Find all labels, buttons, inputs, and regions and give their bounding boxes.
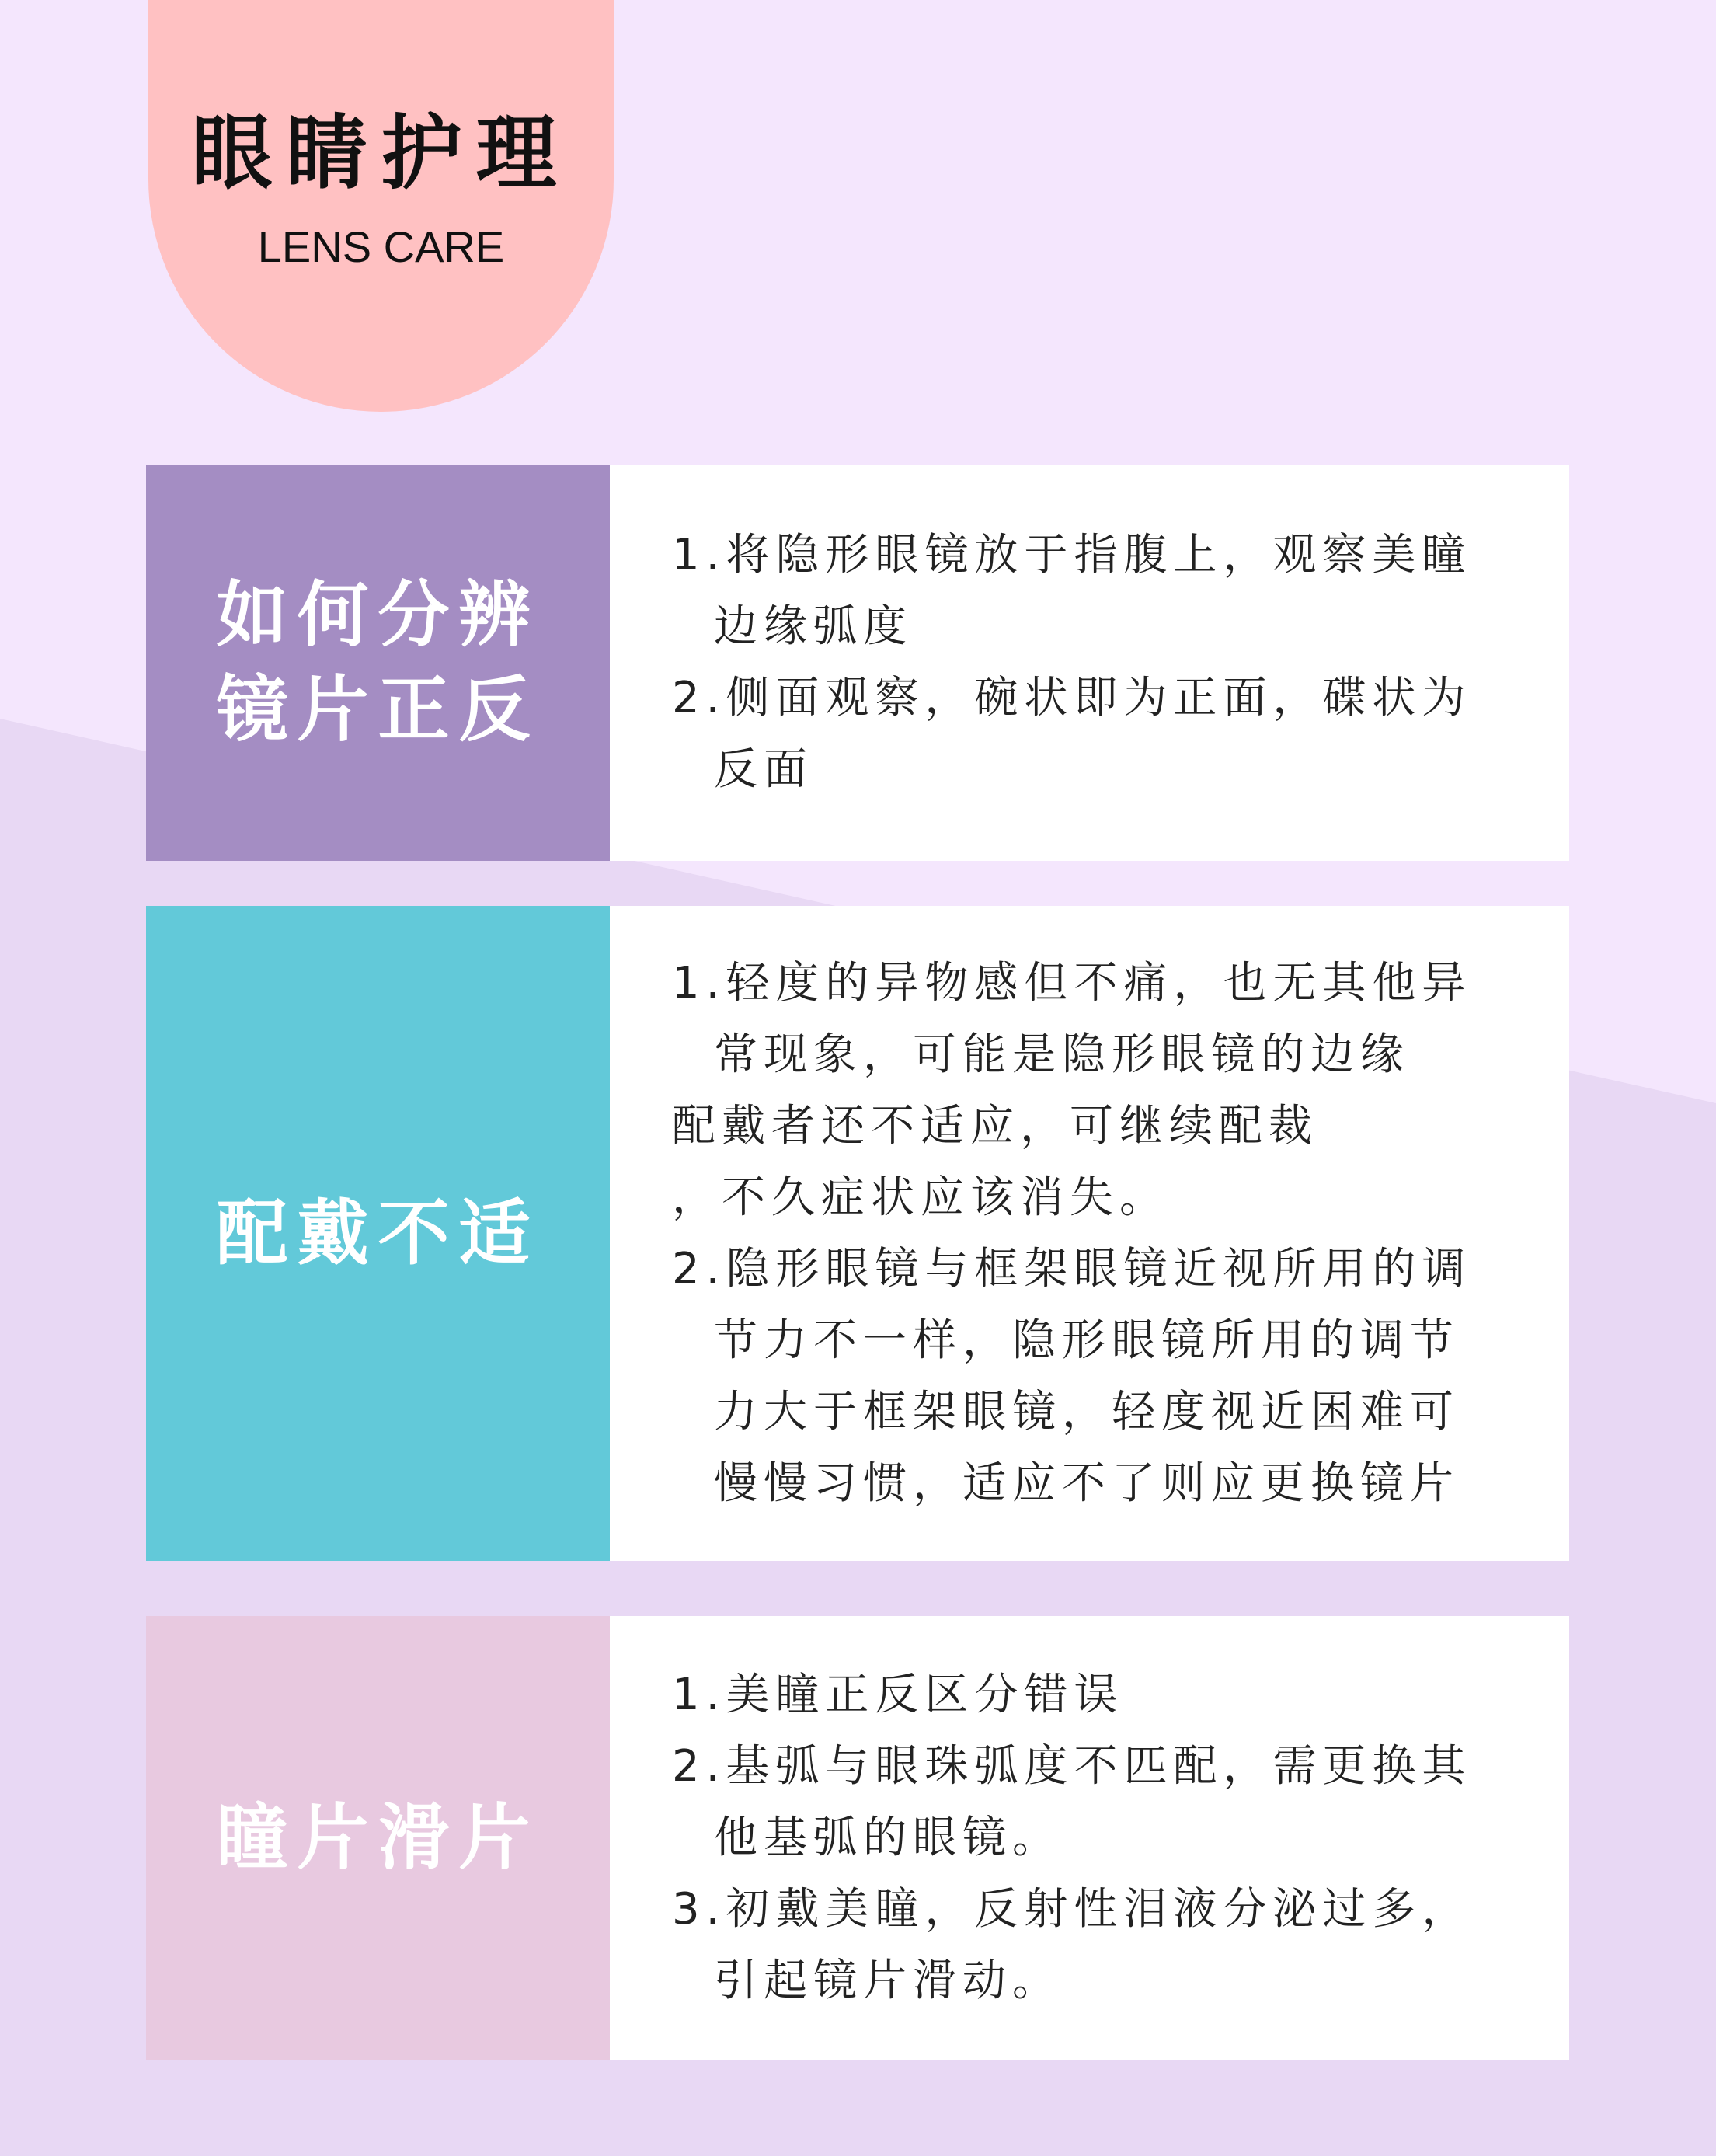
card-line: 常现象，可能是隐形眼镜的边缘 [714, 1029, 1410, 1080]
card-line: 节力不一样，隐形眼镜所用的调节 [714, 1315, 1460, 1366]
card-line: 引起镜片滑动。 [714, 1956, 1062, 2006]
card-line: 1.美瞳正反区分错误 [672, 1670, 1124, 1720]
card-line: 力大于框架眼镜，轻度视近困难可 [714, 1386, 1460, 1437]
card-label-panel [146, 465, 610, 861]
card-line: ，不久症状应该消失。 [672, 1172, 1169, 1223]
card-line: 边缘弧度 [714, 601, 913, 652]
card-body [610, 1616, 1569, 2060]
card-line: 1.将隐形眼镜放于指腹上，观察美瞳 [672, 530, 1472, 580]
card-line: 2.隐形眼镜与框架眼镜近视所用的调 [672, 1243, 1472, 1294]
card-line: 2.基弧与眼珠弧度不匹配，需更换其 [672, 1741, 1472, 1792]
card-label: 瞳片滑片 [216, 1796, 540, 1879]
card-line: 1.轻度的异物感但不痛，也无其他异 [672, 957, 1472, 1008]
card-line: 他基弧的眼镜。 [714, 1813, 1062, 1863]
card-body [610, 906, 1569, 1561]
card-body [610, 465, 1569, 861]
card-identify-lens-side [146, 465, 1569, 861]
card-line: 反面 [714, 744, 813, 795]
page-title: 眼睛护理 [191, 106, 571, 200]
card-label: 配戴不适 [216, 1191, 540, 1275]
card-label: 如何分辨 镜片正反 [216, 573, 540, 751]
page-subtitle: LENS CARE [257, 222, 505, 271]
card-line: 2.侧面观察，碗状即为正面，碟状为 [672, 673, 1472, 723]
card-wearing-discomfort [146, 906, 1569, 1561]
card-line: 慢慢习惯，适应不了则应更换镜片 [714, 1458, 1460, 1509]
card-label-panel [146, 906, 610, 1561]
card-line: 配戴者还不适应，可继续配裁 [672, 1100, 1318, 1151]
card-label-panel [146, 1616, 610, 2060]
card-lens-slipping [146, 1616, 1569, 2060]
card-line: 3.初戴美瞳，反射性泪液分泌过多， [672, 1884, 1472, 1935]
